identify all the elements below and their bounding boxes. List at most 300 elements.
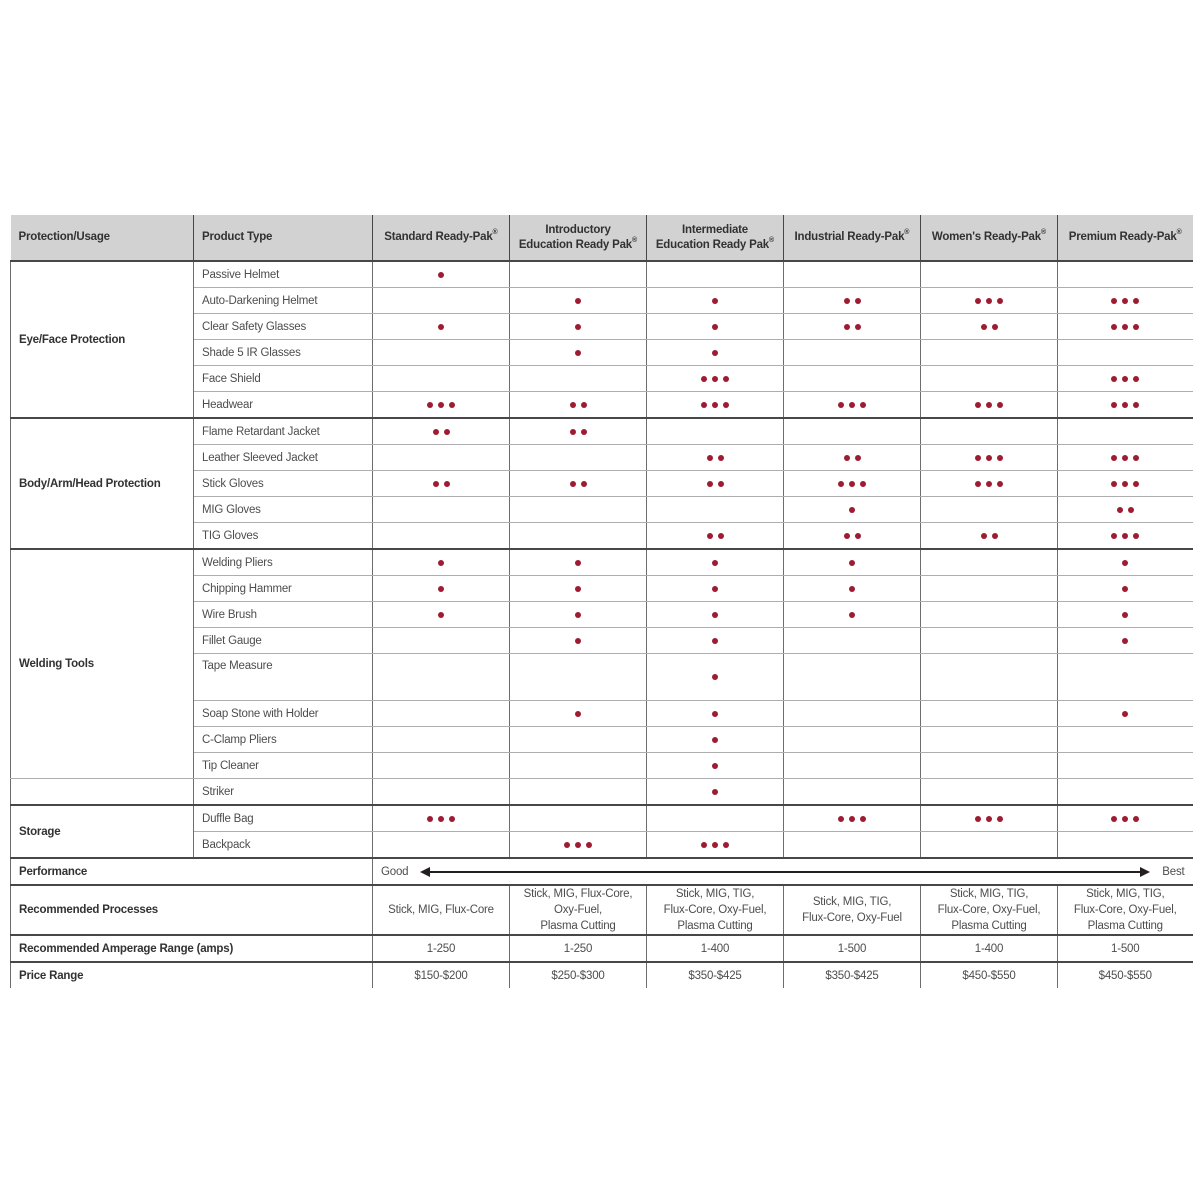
dot-icon — [1122, 455, 1128, 461]
dot-icon — [1122, 560, 1128, 566]
dot-rating-cell — [510, 602, 647, 628]
product-type-cell: Striker — [194, 779, 373, 806]
registered-mark: ® — [1176, 229, 1182, 237]
dot-icon — [444, 429, 450, 435]
performance-arrow — [381, 866, 1185, 878]
dot-icon — [975, 298, 981, 304]
dot-rating-cell — [921, 549, 1058, 576]
dot-rating-cell — [373, 628, 510, 654]
dot-icon — [438, 324, 444, 330]
registered-mark: ® — [492, 229, 498, 237]
dot-rating-cell — [784, 576, 921, 602]
dot-icon — [1133, 455, 1139, 461]
dot-icon — [1111, 376, 1117, 382]
registered-mark: ® — [904, 229, 910, 237]
dot-rating-cell — [373, 497, 510, 523]
dot-icon — [712, 560, 718, 566]
dot-icon — [707, 481, 713, 487]
dot-icon — [997, 816, 1003, 822]
dot-rating-cell — [1058, 392, 1193, 419]
dot-icon — [1122, 816, 1128, 822]
dot-icon — [1122, 638, 1128, 644]
dot-rating-cell — [921, 288, 1058, 314]
dot-rating-cell — [647, 701, 784, 727]
dot-icon — [844, 298, 850, 304]
recommended-processes-row-value-cell: Stick, MIG, TIG, Flux-Core, Oxy-Fuel, Plasma Cutting — [921, 885, 1058, 935]
dot-rating-cell — [784, 727, 921, 753]
dot-rating-cell — [373, 392, 510, 419]
amperage-range-row — [11, 935, 1193, 962]
dot-rating-cell — [784, 445, 921, 471]
dot-icon — [701, 842, 707, 848]
dot-icon — [849, 612, 855, 618]
dot-icon — [438, 272, 444, 278]
dot-rating-cell — [1058, 418, 1193, 445]
dot-icon — [855, 298, 861, 304]
dot-icon — [997, 402, 1003, 408]
dot-rating-cell — [373, 366, 510, 392]
dot-icon — [707, 533, 713, 539]
dot-icon — [427, 816, 433, 822]
dot-rating-cell — [921, 314, 1058, 340]
product-type-cell: MIG Gloves — [194, 497, 373, 523]
dot-rating-cell — [784, 392, 921, 419]
dot-icon — [1111, 402, 1117, 408]
dot-rating-cell — [373, 779, 510, 806]
dot-icon — [570, 481, 576, 487]
product-type-cell: Wire Brush — [194, 602, 373, 628]
dot-rating-cell — [784, 753, 921, 779]
dot-rating-cell — [784, 779, 921, 806]
dot-icon — [1111, 455, 1117, 461]
dot-rating-cell — [784, 523, 921, 550]
dot-rating-cell — [647, 832, 784, 859]
dot-rating-cell — [784, 701, 921, 727]
recommended-processes-row-value-cell: Stick, MIG, Flux-Core, Oxy-Fuel, Plasma Cutting — [510, 885, 647, 935]
dot-rating-cell — [1058, 654, 1193, 701]
dot-icon — [1111, 533, 1117, 539]
dot-rating-cell — [921, 261, 1058, 288]
dot-icon — [986, 455, 992, 461]
dot-rating-cell — [647, 805, 784, 832]
dot-icon — [575, 586, 581, 592]
section-label: Eye/Face Protection — [11, 261, 194, 418]
dot-icon — [860, 481, 866, 487]
dot-icon — [855, 533, 861, 539]
dot-icon — [570, 429, 576, 435]
product-type-cell: Leather Sleeved Jacket — [194, 445, 373, 471]
dot-rating-cell — [1058, 261, 1193, 288]
price-range-row-value-cell: $350-$425 — [647, 962, 784, 988]
dot-rating-cell — [1058, 805, 1193, 832]
dot-icon — [860, 816, 866, 822]
dot-rating-cell — [784, 549, 921, 576]
dot-rating-cell — [647, 392, 784, 419]
dot-icon — [564, 842, 570, 848]
dot-icon — [581, 402, 587, 408]
dot-rating-cell — [1058, 471, 1193, 497]
dot-icon — [575, 711, 581, 717]
dot-icon — [575, 842, 581, 848]
dot-icon — [438, 586, 444, 592]
dot-rating-cell — [510, 340, 647, 366]
performance-best-label: Best — [1162, 865, 1185, 878]
table-footer — [11, 858, 1193, 988]
product-type-cell: TIG Gloves — [194, 523, 373, 550]
dot-icon — [1122, 586, 1128, 592]
dot-rating-cell — [784, 805, 921, 832]
dot-rating-cell — [373, 549, 510, 576]
dot-icon — [975, 481, 981, 487]
price-range-row-value-cell: $450-$550 — [1058, 962, 1193, 988]
pack-column-header: Standard Ready-Pak® — [373, 215, 510, 261]
dot-rating-cell — [510, 523, 647, 550]
dot-icon — [1133, 481, 1139, 487]
dot-rating-cell — [373, 727, 510, 753]
dot-rating-cell — [921, 628, 1058, 654]
dot-rating-cell — [373, 805, 510, 832]
pack-column-header: Women's Ready-Pak® — [921, 215, 1058, 261]
table-row — [11, 418, 1193, 445]
dot-rating-cell — [510, 654, 647, 701]
dot-rating-cell — [1058, 340, 1193, 366]
dot-rating-cell — [921, 366, 1058, 392]
col-header-protection-usage: Protection/Usage — [11, 215, 194, 261]
dot-icon — [712, 298, 718, 304]
dot-rating-cell — [373, 261, 510, 288]
dot-icon — [723, 842, 729, 848]
pack-column-header: Introductory Education Ready Pak® — [510, 215, 647, 261]
dot-rating-cell — [784, 602, 921, 628]
dot-rating-cell — [784, 497, 921, 523]
dot-rating-cell — [510, 366, 647, 392]
dot-icon — [981, 533, 987, 539]
dot-icon — [718, 455, 724, 461]
dot-icon — [997, 298, 1003, 304]
dot-icon — [712, 789, 718, 795]
product-type-cell: Auto-Darkening Helmet — [194, 288, 373, 314]
dot-icon — [712, 737, 718, 743]
dot-icon — [575, 298, 581, 304]
dot-rating-cell — [1058, 549, 1193, 576]
dot-rating-cell — [510, 727, 647, 753]
dot-rating-cell — [647, 288, 784, 314]
registered-mark: ® — [631, 236, 638, 244]
dot-icon — [1133, 298, 1139, 304]
dot-icon — [1133, 533, 1139, 539]
dot-icon — [1133, 816, 1139, 822]
product-type-cell: Face Shield — [194, 366, 373, 392]
dot-rating-cell — [1058, 314, 1193, 340]
dot-rating-cell — [647, 418, 784, 445]
dot-icon — [712, 842, 718, 848]
amperage-range-row-label: Recommended Amperage Range (amps) — [11, 935, 373, 962]
dot-rating-cell — [1058, 628, 1193, 654]
table-row — [11, 261, 1193, 288]
dot-icon — [1133, 402, 1139, 408]
table-row — [11, 549, 1193, 576]
price-range-row — [11, 962, 1193, 988]
performance-label: Performance — [11, 858, 373, 885]
dot-rating-cell — [647, 654, 784, 701]
dot-icon — [1111, 816, 1117, 822]
dot-icon — [712, 674, 718, 680]
dot-icon — [838, 816, 844, 822]
dot-icon — [1122, 533, 1128, 539]
dot-rating-cell — [373, 471, 510, 497]
dot-icon — [1122, 612, 1128, 618]
performance-good-label: Good — [381, 865, 409, 878]
dot-rating-cell — [373, 654, 510, 701]
dot-rating-cell — [373, 602, 510, 628]
dot-icon — [712, 763, 718, 769]
dot-icon — [712, 612, 718, 618]
dot-rating-cell — [510, 779, 647, 806]
section-label: Storage — [11, 805, 194, 858]
registered-mark: ® — [768, 236, 775, 244]
dot-icon — [1128, 507, 1134, 513]
dot-icon — [712, 638, 718, 644]
dot-icon — [849, 586, 855, 592]
dot-icon — [844, 324, 850, 330]
product-type-cell: Duffle Bag — [194, 805, 373, 832]
recommended-processes-row — [11, 885, 1193, 935]
dot-icon — [992, 533, 998, 539]
header-row — [11, 215, 1193, 261]
dot-rating-cell — [1058, 779, 1193, 806]
product-type-cell: Fillet Gauge — [194, 628, 373, 654]
dot-icon — [712, 376, 718, 382]
dot-rating-cell — [784, 418, 921, 445]
product-type-cell: Stick Gloves — [194, 471, 373, 497]
dot-rating-cell — [373, 523, 510, 550]
dot-icon — [581, 429, 587, 435]
recommended-processes-row-value-cell: Stick, MIG, TIG, Flux-Core, Oxy-Fuel — [784, 885, 921, 935]
dot-rating-cell — [373, 418, 510, 445]
dot-rating-cell — [921, 832, 1058, 859]
dot-rating-cell — [921, 445, 1058, 471]
dot-rating-cell — [921, 654, 1058, 701]
dot-rating-cell — [647, 727, 784, 753]
product-type-cell: Soap Stone with Holder — [194, 701, 373, 727]
dot-rating-cell — [647, 471, 784, 497]
dot-rating-cell — [647, 602, 784, 628]
dot-icon — [997, 455, 1003, 461]
dot-icon — [1111, 298, 1117, 304]
dot-rating-cell — [921, 805, 1058, 832]
dot-rating-cell — [510, 628, 647, 654]
amperage-range-row-value-cell: 1-500 — [1058, 935, 1193, 962]
registered-mark: ® — [1040, 229, 1047, 237]
dot-rating-cell — [647, 628, 784, 654]
dot-icon — [1122, 298, 1128, 304]
dot-rating-cell — [373, 445, 510, 471]
dot-icon — [581, 481, 587, 487]
table-row — [11, 779, 1193, 806]
dot-rating-cell — [510, 314, 647, 340]
product-type-cell: C-Clamp Pliers — [194, 727, 373, 753]
recommended-processes-row-value-cell: Stick, MIG, TIG, Flux-Core, Oxy-Fuel, Plasma Cutting — [1058, 885, 1193, 935]
price-range-row-value-cell: $450-$550 — [921, 962, 1058, 988]
dot-icon — [712, 586, 718, 592]
dot-rating-cell — [510, 753, 647, 779]
dot-rating-cell — [784, 366, 921, 392]
dot-icon — [723, 402, 729, 408]
dot-icon — [1122, 402, 1128, 408]
dot-rating-cell — [921, 779, 1058, 806]
dot-icon — [718, 481, 724, 487]
dot-rating-cell — [373, 314, 510, 340]
dot-rating-cell — [647, 523, 784, 550]
product-type-cell: Shade 5 IR Glasses — [194, 340, 373, 366]
product-type-cell: Headwear — [194, 392, 373, 419]
dot-rating-cell — [647, 366, 784, 392]
dot-rating-cell — [647, 549, 784, 576]
arrow-left-head-icon — [420, 867, 430, 877]
dot-icon — [444, 481, 450, 487]
dot-rating-cell — [784, 654, 921, 701]
dot-icon — [586, 842, 592, 848]
product-type-cell: Backpack — [194, 832, 373, 859]
dot-icon — [986, 816, 992, 822]
dot-icon — [838, 481, 844, 487]
dot-icon — [986, 298, 992, 304]
price-range-row-value-cell: $350-$425 — [784, 962, 921, 988]
dot-rating-cell — [921, 727, 1058, 753]
dot-rating-cell — [1058, 523, 1193, 550]
dot-icon — [975, 402, 981, 408]
amperage-range-row-value-cell: 1-400 — [647, 935, 784, 962]
dot-rating-cell — [784, 314, 921, 340]
dot-rating-cell — [373, 832, 510, 859]
dot-icon — [860, 402, 866, 408]
dot-rating-cell — [647, 753, 784, 779]
dot-rating-cell — [784, 832, 921, 859]
dot-icon — [575, 560, 581, 566]
dot-icon — [844, 533, 850, 539]
amperage-range-row-value-cell: 1-400 — [921, 935, 1058, 962]
dot-icon — [1122, 711, 1128, 717]
dot-icon — [844, 455, 850, 461]
pack-column-header: Premium Ready-Pak® — [1058, 215, 1193, 261]
dot-icon — [1133, 376, 1139, 382]
dot-rating-cell — [510, 445, 647, 471]
dot-rating-cell — [647, 576, 784, 602]
dot-rating-cell — [1058, 727, 1193, 753]
dot-rating-cell — [510, 392, 647, 419]
dot-rating-cell — [1058, 832, 1193, 859]
section-label — [11, 779, 194, 806]
product-type-cell: Flame Retardant Jacket — [194, 418, 373, 445]
dot-rating-cell — [647, 779, 784, 806]
dot-rating-cell — [1058, 497, 1193, 523]
dot-icon — [1117, 507, 1123, 513]
dot-rating-cell — [921, 497, 1058, 523]
dot-icon — [1111, 481, 1117, 487]
section-label: Welding Tools — [11, 549, 194, 779]
dot-rating-cell — [510, 497, 647, 523]
product-type-cell: Tip Cleaner — [194, 753, 373, 779]
dot-rating-cell — [373, 753, 510, 779]
dot-icon — [849, 816, 855, 822]
recommended-processes-row-value-cell: Stick, MIG, TIG, Flux-Core, Oxy-Fuel, Plasma Cutting — [647, 885, 784, 935]
dot-icon — [997, 481, 1003, 487]
product-type-cell: Tape Measure — [194, 654, 373, 701]
product-type-cell: Chipping Hammer — [194, 576, 373, 602]
dot-rating-cell — [921, 576, 1058, 602]
amperage-range-row-value-cell: 1-250 — [373, 935, 510, 962]
dot-icon — [707, 455, 713, 461]
dot-rating-cell — [510, 471, 647, 497]
dot-icon — [449, 816, 455, 822]
dot-rating-cell — [647, 445, 784, 471]
dot-rating-cell — [784, 288, 921, 314]
dot-icon — [849, 481, 855, 487]
dot-rating-cell — [921, 471, 1058, 497]
dot-rating-cell — [921, 753, 1058, 779]
dot-icon — [701, 402, 707, 408]
dot-icon — [849, 402, 855, 408]
dot-rating-cell — [510, 549, 647, 576]
price-range-row-value-cell: $150-$200 — [373, 962, 510, 988]
dot-rating-cell — [510, 701, 647, 727]
dot-icon — [849, 507, 855, 513]
dot-icon — [575, 612, 581, 618]
dot-rating-cell — [510, 418, 647, 445]
dot-icon — [701, 376, 707, 382]
dot-rating-cell — [1058, 288, 1193, 314]
dot-icon — [575, 350, 581, 356]
section-label: Body/Arm/Head Protection — [11, 418, 194, 549]
dot-rating-cell — [510, 288, 647, 314]
dot-rating-cell — [921, 392, 1058, 419]
dot-icon — [1133, 324, 1139, 330]
dot-icon — [718, 533, 724, 539]
dot-rating-cell — [1058, 753, 1193, 779]
dot-icon — [1111, 324, 1117, 330]
dot-rating-cell — [784, 471, 921, 497]
dot-icon — [992, 324, 998, 330]
dot-rating-cell — [1058, 602, 1193, 628]
dot-rating-cell — [784, 628, 921, 654]
dot-rating-cell — [647, 340, 784, 366]
price-range-row-label: Price Range — [11, 962, 373, 988]
product-type-cell: Clear Safety Glasses — [194, 314, 373, 340]
pack-column-header: Industrial Ready-Pak® — [784, 215, 921, 261]
dot-rating-cell — [647, 497, 784, 523]
dot-icon — [712, 350, 718, 356]
dot-rating-cell — [784, 340, 921, 366]
dot-icon — [975, 816, 981, 822]
arrow-right-head-icon — [1140, 867, 1150, 877]
dot-icon — [855, 455, 861, 461]
dot-rating-cell — [510, 805, 647, 832]
dot-icon — [712, 711, 718, 717]
table-header — [11, 215, 1193, 261]
dot-icon — [427, 402, 433, 408]
dot-rating-cell — [510, 261, 647, 288]
dot-icon — [981, 324, 987, 330]
dot-icon — [849, 560, 855, 566]
ready-pak-comparison-table — [10, 215, 1193, 988]
arrow-line — [420, 867, 1150, 877]
product-type-cell: Welding Pliers — [194, 549, 373, 576]
col-header-product-type: Product Type — [194, 215, 373, 261]
recommended-processes-row-value-cell: Stick, MIG, Flux-Core — [373, 885, 510, 935]
dot-rating-cell — [373, 340, 510, 366]
table-row — [11, 805, 1193, 832]
dot-icon — [438, 402, 444, 408]
